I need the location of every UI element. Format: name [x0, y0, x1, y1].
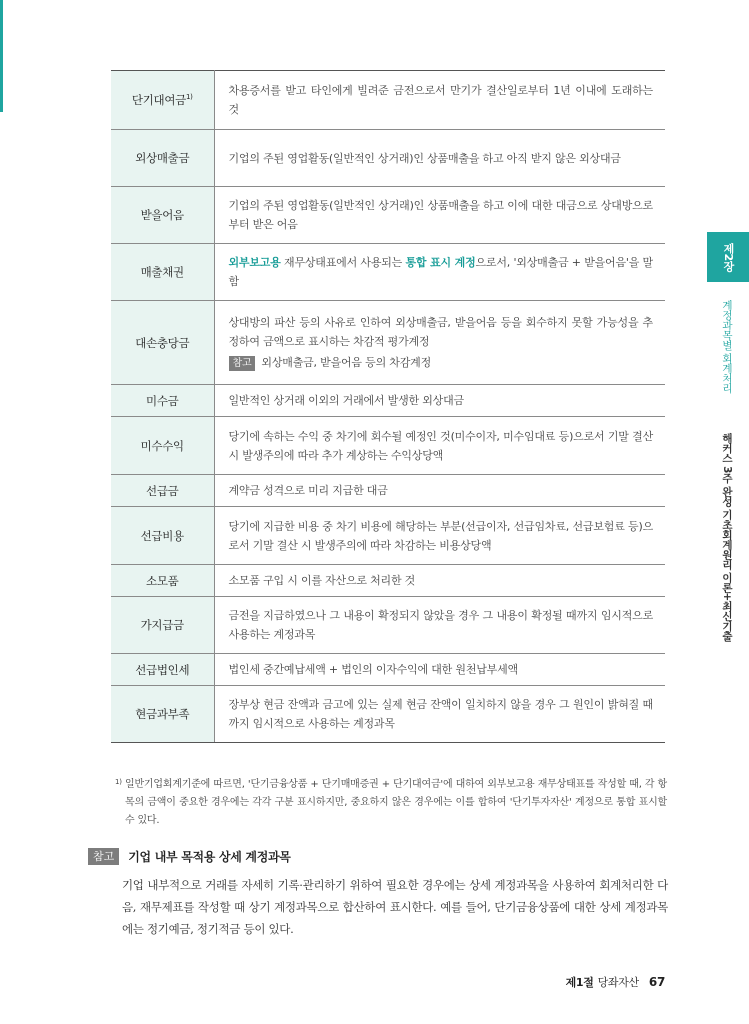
footnote-ref: 1) [185, 93, 193, 102]
term-cell: 단기대여금$^{1)}$ [111, 71, 214, 130]
desc-cell: 일반적인 상거래 이외의 거래에서 발생한 외상대금 [214, 385, 665, 417]
highlight-text: 외부보고용 [228, 256, 281, 269]
desc-cell: 기업의 주된 영업활동(일반적인 상거래)인 상품매출을 하고 이에 대한 대금으로 상대방으로부터 받은 어음 [214, 187, 665, 244]
chapter-side-tab [707, 232, 749, 282]
footer-chapter: 제1절 [565, 976, 594, 989]
highlight-text: 통합 표시 계정 [405, 256, 476, 269]
table-row [111, 654, 665, 686]
book-title: 해커스 3주 완성 기초회계원리 이론+최신기출 [721, 433, 733, 641]
term-cell: 매출채권 [111, 244, 214, 301]
table-row [111, 244, 665, 301]
chapter-subtitle: 계정과목별 회계처리 [721, 300, 733, 393]
table-row [111, 417, 665, 475]
reference-body: 기업 내부적으로 거래를 자세히 기록·관리하기 위하여 필요한 경우에는 상세 계정과목을 사용하여 회계처리한 다음, 재무제표를 작성할 때 상기 계정과목으로 합산하여 표시한다. 예를 들어, 단기금융상품에 대한 상세 계정과목에는 정기예금, 정기적금 등이 있다. [122, 878, 668, 936]
desc-cell: 외부보고용 재무상태표에서 사용되는 통합 표시 계정으로서, '외상매출금 + 받을어음'을 말함 [214, 244, 665, 301]
desc-cell: 당기에 지급한 비용 중 차기 비용에 해당하는 부분(선급이자, 선급임차료, 선급보험료 등)으로서 기말 결산 시 발생주의에 따라 차감하는 비용상당액 [214, 507, 665, 565]
desc-cell: 법인세 중간예납세액 + 법인의 이자수익에 대한 원천납부세액 [214, 654, 665, 686]
desc-cell: 소모품 구입 시 이를 자산으로 처리한 것 [214, 565, 665, 597]
table-row [111, 385, 665, 417]
table-row [111, 130, 665, 187]
desc-cell: 상대방의 파산 등의 사유로 인하여 외상매출금, 받을어음 등을 회수하지 못할 가능성을 추정하여 금액으로 표시하는 차감적 평가계정 참고 외상매출금, 받을어음 등의 차감계정 [214, 301, 665, 385]
page-footer [566, 974, 665, 990]
note-line: 참고 외상매출금, 받을어음 등의 차감계정 [229, 353, 654, 372]
note-tag: 참고 [229, 356, 256, 371]
footnote-mark: 1) [115, 778, 122, 786]
desc-cell: 기업의 주된 영업활동(일반적인 상거래)인 상품매출을 하고 아직 받지 않은 외상대금 [214, 130, 665, 187]
table-row [111, 565, 665, 597]
term-cell: 현금과부족 [111, 686, 214, 743]
reference-title: 기업 내부 목적용 상세 계정과목 [128, 850, 291, 864]
desc-cell: 계약금 성격으로 미리 지급한 대금 [214, 475, 665, 507]
table-row [111, 301, 665, 385]
table-row [111, 507, 665, 565]
footnote-text: 일반기업회계기준에 따르면, '단기금융상품 + 단기매매증권 + 단기대여금'에 대하여 외부보고용 재무상태표를 작성할 때, 각 항목의 금액이 중요한 경우에는 각각 구분 표시하지만, 중요하지 않은 경우에는 이를 합하여 '단기투자자산' 계정으로 통합 표시할 수 있다. [125, 779, 667, 826]
term-cell: 선급법인세 [111, 654, 214, 686]
table-row [111, 686, 665, 743]
footer-section: 당좌자산 [597, 976, 639, 989]
term-cell: 미수수익 [111, 417, 214, 475]
term-cell: 선급금 [111, 475, 214, 507]
table-row [111, 475, 665, 507]
account-terms-table [111, 70, 665, 743]
term-cell: 미수금 [111, 385, 214, 417]
term-cell: 외상매출금 [111, 130, 214, 187]
left-accent-bar [0, 0, 3, 112]
reference-header [88, 848, 291, 865]
chapter-label: 제2장 [722, 242, 735, 272]
desc-cell: 차용증서를 받고 타인에게 빌려준 금전으로서 만기가 결산일로부터 1년 이내에 도래하는 것 [214, 71, 665, 130]
term-cell: 대손충당금 [111, 301, 214, 385]
term-cell: 받을어음 [111, 187, 214, 244]
desc-cell: 당기에 속하는 수익 중 차기에 회수될 예정인 것(미수이자, 미수임대료 등)으로서 기말 결산 시 발생주의에 따라 추가 계상하는 수익상당액 [214, 417, 665, 475]
desc-cell: 장부상 현금 잔액과 금고에 있는 실제 현금 잔액이 일치하지 않을 경우 그 원인이 밝혀질 때까지 임시적으로 사용하는 계정과목 [214, 686, 665, 743]
desc-cell: 금전을 지급하였으나 그 내용이 확정되지 않았을 경우 그 내용이 확정될 때까지 임시적으로 사용하는 계정과목 [214, 597, 665, 654]
term-cell: 소모품 [111, 565, 214, 597]
table-row [111, 71, 665, 130]
reference-tag: 참고 [88, 848, 119, 865]
table-row [111, 597, 665, 654]
footnote [111, 776, 667, 830]
term-cell: 가지급금 [111, 597, 214, 654]
table-row [111, 187, 665, 244]
page-number: 67 [648, 975, 665, 989]
term-cell: 선급비용 [111, 507, 214, 565]
